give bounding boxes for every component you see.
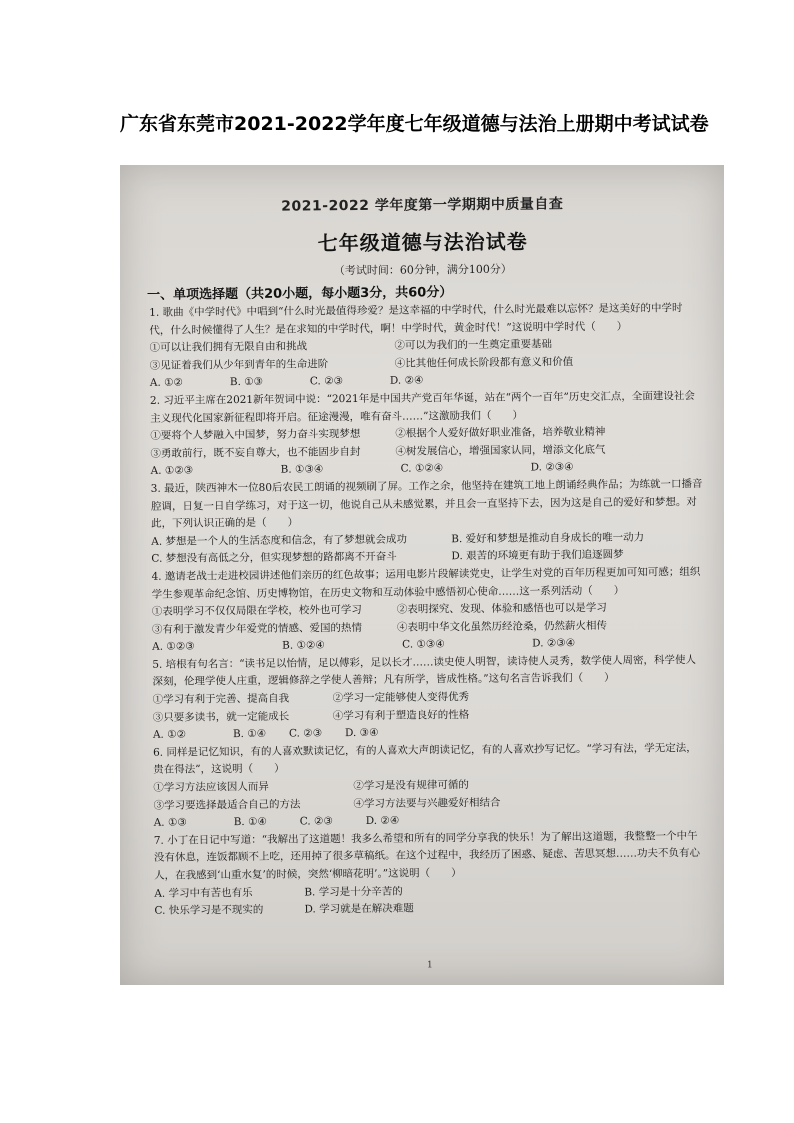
statement-3: ③只要多读书，就一定能成长 xyxy=(152,710,290,724)
answer-d: D. ②③④ xyxy=(532,637,576,650)
answer-c: C. ①③④ xyxy=(402,638,445,651)
answer-a: A. ①②③ xyxy=(152,640,195,654)
answer-d: D. ②③④ xyxy=(530,461,574,474)
paper-title: 七年级道德与法治试卷 xyxy=(317,229,528,256)
question-4 xyxy=(151,564,706,657)
question-stem: 7. 小丁在日记中写道：“我解出了这道题！我多么希望和所有的同学分享我的快乐！为了解出这道题，我整整一个中午没有休息，连饭都顾不上吃，还用掉了很多草稿纸。在这个过程中，我经历了困惑、疑虑、苦思冥想……功夫不负有心人，在我感到‘山重水复’的时候，突然‘柳暗花明’。”这说明（ ） xyxy=(153,829,701,882)
statement-1: ①表明学习不仅仅局限在学校，校外也可学习 xyxy=(151,604,362,618)
question-stem: 3. 最近，陕西神木一位80后农民工朗诵的视频刷了屏。工作之余，他坚持在建筑工地上朗诵经典作品；为练就一口播音腔调，日复一日自学练习，对于这一切，他说自己从未感觉累，并且会一直坚持下去，因为这是自己的爱好和梦想。对此，下列认识正确的是（ ） xyxy=(150,477,703,530)
statement-1: ①要将个人梦融入中国梦，努力奋斗实现梦想 xyxy=(150,428,361,442)
statement-3: ③勇敢前行，既不妄自尊大，也不能固步自封 xyxy=(150,445,361,460)
statement-1: ①学习有利于完善、提高自我 xyxy=(152,692,290,706)
question-5 xyxy=(152,652,707,745)
question-7 xyxy=(154,828,709,921)
statement-2: ②可以为我们的一生奠定重要基础 xyxy=(394,338,553,352)
option-b: B. 爱好和梦想是推动自身成长的唯一动力 xyxy=(451,531,645,545)
statement-4: ④树发展信心，增强国家认同，增添文化底气 xyxy=(395,443,606,458)
option-c: C. 快乐学习是不现实的 xyxy=(154,904,264,917)
question-2 xyxy=(150,388,705,481)
option-c: C. 梦想没有高低之分，但实现梦想的路都离不开奋斗 xyxy=(151,550,397,566)
paper-header: 2021-2022 学年度第一学期期中质量自查 xyxy=(281,196,564,215)
statement-2: ②根据个人爱好做好职业准备，培养敬业精神 xyxy=(395,426,606,440)
statement-4: ④学习方法要与兴趣爱好相结合 xyxy=(353,796,501,810)
question-6 xyxy=(153,740,708,833)
statement-3: ③学习要选择最适合自己的方法 xyxy=(153,798,301,812)
answer-a: A. ①②③ xyxy=(150,464,194,478)
answer-c: C. ②③ xyxy=(299,815,333,828)
option-a: A. 梦想是一个人的生活态度和信念，有了梦想就会成功 xyxy=(151,533,408,548)
question-stem: 4. 邀请老战士走进校园讲述他们亲历的红色故事；运用电影片段解读党史，让学生对党的百年历程更加可知可感；组织学生参观革命纪念馆、历史博物馆，在历史文物和互动体验中感悟初心使命……这一系列活动（ ） xyxy=(151,565,701,601)
answer-c: C. ②③ xyxy=(288,727,323,740)
document-title: 广东省东莞市2021-2022学年度七年级道德与法治上册期中考试试卷 xyxy=(120,113,709,135)
answer-a: A. ①② xyxy=(149,376,183,390)
answer-b: B. ①②④ xyxy=(282,639,325,652)
question-1 xyxy=(149,300,704,393)
option-a: A. 学习中有苦也有乐 xyxy=(154,886,253,900)
statement-4: ④学习有利于塑造良好的性格 xyxy=(332,708,470,722)
answer-d: D. ②④ xyxy=(389,374,424,388)
answer-c: C. ①②④ xyxy=(400,462,444,475)
answer-d: D. ②④ xyxy=(365,814,400,828)
option-d: D. 艰苦的环境更有助于我们追逐圆梦 xyxy=(451,549,624,563)
statement-2: ②学习一定能够使人变得优秀 xyxy=(332,691,470,705)
question-stem: 5. 培根有句名言：“读书足以怡情，足以傅彩，足以长才……读史使人明智，读诗使人灵秀，数学使人周密，科学使人深刻，伦理学使人庄重，逻辑修辞之学使人善辩；凡有所学，皆成性格。”这句名言告诉我们（ ） xyxy=(152,653,697,689)
answer-b: B. ①④ xyxy=(233,816,267,829)
statement-3: ③有利于激发青少年爱党的情感、爱国的热情 xyxy=(151,621,363,636)
answer-d: D. ③④ xyxy=(344,727,379,740)
statement-1: ①可以让我们拥有无限自由和挑战 xyxy=(149,340,308,355)
statement-1: ①学习方法应该因人而异 xyxy=(153,780,269,794)
answer-a: A. ①② xyxy=(152,728,187,742)
statement-2: ②学习是没有规律可循的 xyxy=(353,779,469,793)
statement-3: ③见证着我们从少年到青年的生命进阶 xyxy=(149,358,329,372)
page-number: 1 xyxy=(426,960,433,971)
answer-b: B. ①③ xyxy=(229,376,264,389)
option-d: D. 学习就是在解决难题 xyxy=(304,902,414,916)
question-stem: 1. 歌曲《中学时代》中唱到“什么时光最值得珍爱？是这幸福的中学时代，什么时光最难以忘怀？是这美好的中学时代，什么时候懂得了人生？是在求知的中学时代，啊！中学时代，黄金时代！”这说明中学时代（ ） xyxy=(149,302,683,337)
exam-paper xyxy=(128,166,723,979)
section-heading: 一、单项选择题（共20小题，每小题3分，共60分） xyxy=(147,285,453,303)
option-b: B. 学习是十分辛苦的 xyxy=(304,885,403,899)
question-stem: 6. 同样是记忆知识，有的人喜欢默读记忆，有的人喜欢大声朗读记忆，有的人喜欢抄写记忆。“学习有法，学无定法，贵在得法”，这说明（ ） xyxy=(153,741,697,777)
statement-2: ②表明探究、发现、体验和感悟也可以是学习 xyxy=(396,601,607,616)
statement-4: ④比其他任何成长阶段都有意义和价值 xyxy=(394,355,574,370)
question-3 xyxy=(151,476,706,569)
answer-b: B. ①④ xyxy=(232,728,267,741)
answer-b: B. ①③④ xyxy=(280,463,324,477)
answer-a: A. ①③ xyxy=(153,816,187,830)
statement-4: ④表明中华文化虽然历经沧桑，仍然薪火相传 xyxy=(396,619,608,634)
question-stem: 2. 习近平主席在2021新年贺词中说：“2021年是中国共产党百年华诞，站在“两个一百年”历史交汇点，全面建设社会主义现代化国家新征程即将开启。征途漫漫，唯有奋斗……”这激励我们（ ） xyxy=(149,390,695,425)
answer-c: C. ②③ xyxy=(309,375,344,388)
exam-paper-photo xyxy=(120,165,724,985)
paper-subtitle: （考试时间：60分钟，满分100分） xyxy=(333,262,512,278)
